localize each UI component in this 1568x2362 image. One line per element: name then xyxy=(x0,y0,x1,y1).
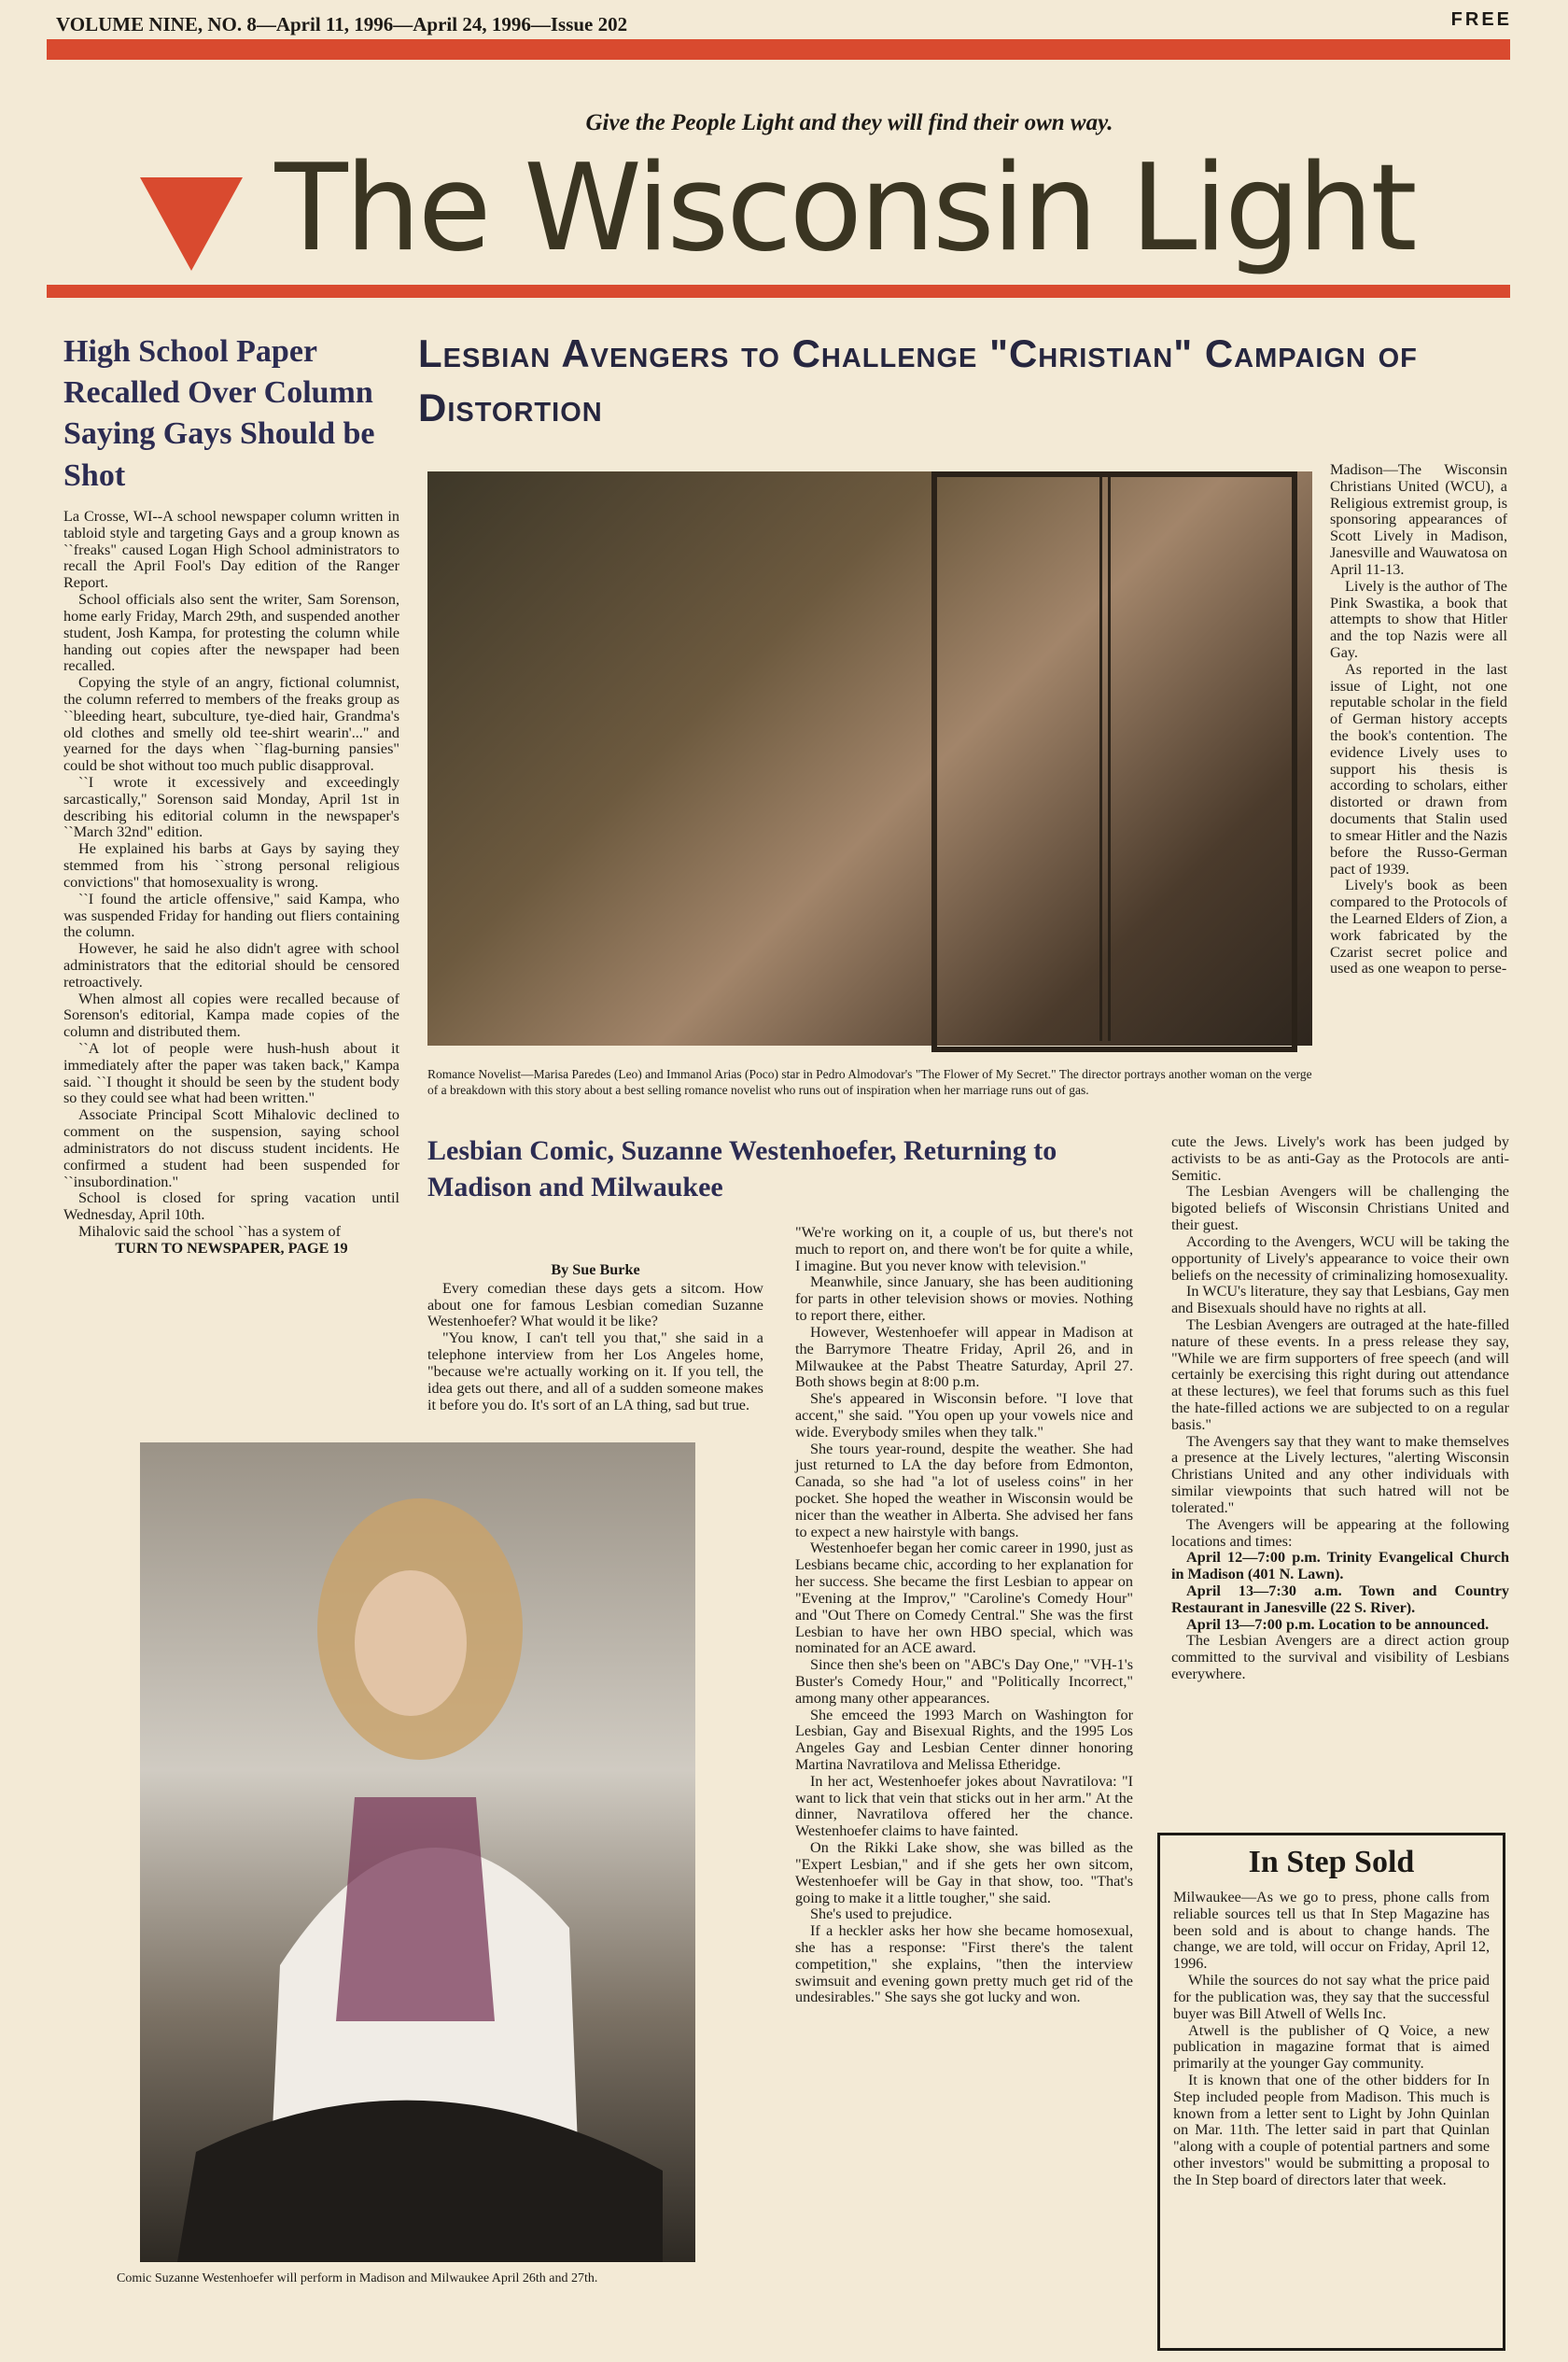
paragraph: Madison—The Wisconsin Christians United (WCU), a Religious extremist group, is sponsoring appearances of Scott Lively in Madison, Janesville and Wauwatosa on April 11-13. xyxy=(1330,461,1507,578)
paragraph: "You know, I can't tell you that," she said in a telephone interview from her Los Angeles home, "because we're actually working on it. If you tell, the idea gets out there, and all of a sudden someone makes it before you do. It's sort of an LA thing, sad but true. xyxy=(427,1329,763,1413)
paragraph: School is closed for spring vacation until Wednesday, April 10th. xyxy=(63,1189,399,1224)
paragraph: While the sources do not say what the price paid for the publication was, they say that the successful buyer was Bill Atwell of Wells Inc. xyxy=(1173,1972,1490,2022)
paragraph: Lively's book as been compared to the Protocols of the Learned Elders of Zion, a work fabricated by the Czarist secret police and used as one weapon to perse- xyxy=(1330,877,1507,977)
mirror-frame xyxy=(931,471,1297,1052)
paragraph: School officials also sent the writer, Sam Sorenson, home early Friday, March 29th, and suspended another student, Josh Kampa, for protesting the column while handing out copies after the newspaper had been recalled. xyxy=(63,591,399,675)
paragraph: She's appeared in Wisconsin before. "I love that accent," she said. "You open up your vowels nice and wide. Everybody smiles when they talk." xyxy=(795,1390,1133,1441)
in-step-sold-box xyxy=(1157,1833,1505,2351)
paragraph: In WCU's literature, they say that Lesbians, Gay men and Bisexuals should have no rights at all. xyxy=(1171,1283,1509,1317)
sidebar-body xyxy=(1173,1890,1490,2189)
event-listing: April 12—7:00 p.m. Trinity Evangelical Church in Madison (401 N. Lawn). xyxy=(1171,1549,1509,1583)
story2-headline: Lesbian Avengers to Challenge "Christian" Campaign of Distortion xyxy=(418,331,1418,429)
paragraph: Atwell is the publisher of Q Voice, a new publication in magazine format that is aimed primarily at the younger Gay community. xyxy=(1173,2021,1490,2073)
paragraph: ``I wrote it excessively and exceedingly sarcastically," Sorenson said Monday, April 1st in describing his editorial column in the newspaper's ``March 32nd" edition. xyxy=(63,774,399,841)
paragraph: It is known that one of the other bidders for In Step included people from Madison. This much is known from a letter sent to Light by John Quinlan on Mar. 11th. The letter said in part that Quinlan "along with a couple of potential partners and some other investors" would be submitting a proposal to the In Step board of directors later that week. xyxy=(1173,2071,1490,2188)
paragraph: Associate Principal Scott Mihalovic declined to comment on the suspension, saying school administrators do not discuss student incidents. He confirmed a student had been suspended for ``insubordination." xyxy=(63,1106,399,1190)
photo1-caption: Romance Novelist—Marisa Paredes (Leo) and Immanol Arias (Poco) star in Pedro Almodovar's "The Flower of My Secret." The director portrays another woman on the verge of a breakdown with this story about a best selling romance novelist who runs out of inspiration when her marriage runs out of gas. xyxy=(427,1067,1312,1097)
paragraph: The Lesbian Avengers will be challenging the bigoted beliefs of Wisconsin Christians United and their guest. xyxy=(1171,1183,1509,1234)
paragraph: According to the Avengers, WCU will be taking the opportunity of Lively's appearance to voice their own beliefs on the necessity of criminalizing homosexuality. xyxy=(1171,1232,1509,1284)
paragraph: However, he said he also didn't agree with school administrators that the editorial should be censored retroactively. xyxy=(63,940,399,991)
event-listing: April 13—7:00 p.m. Location to be announced. xyxy=(1186,1615,1490,1633)
paragraph: He explained his barbs at Gays by saying they stemmed from his ``strong personal religious convictions" that homosexuality is wrong. xyxy=(63,840,399,891)
paragraph: The Avengers will be appearing at the following locations and times: xyxy=(1171,1515,1509,1550)
paragraph: Every comedian these days gets a sitcom. How about one for famous Lesbian comedian Suzanne Westenhoefer? What would it be like? xyxy=(427,1279,763,1330)
paragraph: If a heckler asks her how she became homosexual, she has a response: "First there's the talent competition," she explains, "then the interview swimsuit and evening gown pretty much get rid of the undesirables." She says she got lucky and won. xyxy=(795,1922,1133,2006)
tagline: Give the People Light and they will find their own way. xyxy=(585,110,1113,135)
price-label: FREE xyxy=(1450,9,1512,30)
story2-narrow-column xyxy=(1330,462,1507,977)
story3-column-b xyxy=(795,1225,1133,2006)
masthead-red-bar xyxy=(47,285,1510,298)
paragraph: When almost all copies were recalled because of Sorenson's editorial, Kampa made copies of the column and distributed them. xyxy=(63,990,399,1041)
paragraph: As reported in the last issue of Light, not one reputable scholar in the field of German history accepts the book's contention. The evidence Lively uses to support his thesis is according to scholars, either distorted or drawn from documents that Stalin used to smear Hitler and the Nazis before the Russo-German pact of 1939. xyxy=(1330,660,1507,878)
masthead: The Wisconsin Light xyxy=(274,139,1415,278)
comedian-photo xyxy=(140,1442,695,2262)
story1-body xyxy=(63,509,399,1258)
paragraph: Lively is the author of The Pink Swastika, a book that attempts to show that Hitler and the top Nazis were all Gay. xyxy=(1330,577,1507,661)
paragraph: Since then she's been on "ABC's Day One," "VH-1's Buster's Comedy Hour," and "Politically Incorrect," among many other appearances. xyxy=(795,1656,1133,1707)
paragraph: She tours year-round, despite the weather. She had just returned to LA the day before from Edmonton, Canada, so she had "a lot of useless coins" in her pocket. She hoped the weather in Wisconsin would be nicer than the weather in Alberta. She advised her fans to expect a new hairstyle with bangs. xyxy=(795,1440,1133,1540)
paragraph: Mihalovic said the school ``has a system of xyxy=(78,1222,341,1240)
story2-wide-column xyxy=(1171,1134,1509,1683)
paragraph: The Lesbian Avengers are outraged at the hate-filled nature of these events. In a press release they say, "While we are firm supporters of free speech (and will certainly be exercising this right during out attendance at these lectures), we feel that forums such as this fuel the hate-filled actions we are subjected to on a regular basis." xyxy=(1171,1315,1509,1433)
paragraph: Westenhoefer began her comic career in 1990, just as Lesbians became chic, according to her explanation for her success. She became the first Lesbian to appear on "Evening at the Improv," "Caroline's Comedy Hour" and "Out There on Comedy Central." She was the first Lesbian to have her own HBO special, which was nominated for an ACE award. xyxy=(795,1540,1133,1657)
paragraph: The Avengers say that they want to make themselves a presence at the Lively lectures, "alerting Wisconsin Christians United and any other individuals with similar viewpoints that such hatred will not be tolerated." xyxy=(1171,1432,1509,1516)
comedian-photo-sketch xyxy=(140,1442,695,2262)
paragraph: ``I found the article offensive," said Kampa, who was suspended Friday for handing out fliers containing the column. xyxy=(63,890,399,941)
paragraph: Meanwhile, since January, she has been auditioning for parts in other television shows or movies. Nothing to report there, either. xyxy=(795,1273,1133,1325)
story3-column-a xyxy=(427,1262,763,1413)
paragraph: cute the Jews. Lively's work has been judged by activists to be as anti-Gay as the Protocols are anti-Semitic. xyxy=(1171,1133,1509,1184)
story1-jump-link[interactable]: TURN TO NEWSPAPER, PAGE 19 xyxy=(115,1239,348,1257)
byline: By Sue Burke xyxy=(551,1261,640,1278)
paragraph: La Crosse, WI--A school newspaper column written in tabloid style and targeting Gays and a group known as ``freaks" caused Logan High School administrators to recall the April Fool's Day edition of the Ranger Report. xyxy=(63,508,399,592)
paragraph: "We're working on it, a couple of us, but there's not much to report on, and there won't be for quite a while, I imagine. But you never know with television." xyxy=(795,1224,1133,1274)
paragraph: However, Westenhoefer will appear in Madison at the Barrymore Theatre Friday, April 26, and in Milwaukee at the Pabst Theatre Saturday, April 27. Both shows begin at 8:00 p.m. xyxy=(795,1323,1133,1391)
story3-headline: Lesbian Comic, Suzanne Westenhoefer, Returning to Madison and Milwaukee xyxy=(427,1135,1057,1202)
paragraph: ``A lot of people were hush-hush about it immediately after the paper was taken back," Kampa said. ``I thought it should be seen by the student body so they could see what had been written." xyxy=(63,1040,399,1107)
paragraph: The Lesbian Avengers are a direct action group committed to the survival and visibility of Lesbians everywhere. xyxy=(1171,1632,1509,1682)
paragraph: Copying the style of an angry, fictional columnist, the column referred to members of the freaks group as ``bleeding heart, subculture, tye-died hair, Grandma's old clothes and smelly old tee-shirt wearin'..." and yearned for the days when ``flag-burning pansies" could be shot without too much public disapproval. xyxy=(63,674,399,775)
issue-line: VOLUME NINE, NO. 8—April 11, 1996—April 24, 1996—Issue 202 xyxy=(56,13,628,35)
romance-novelist-photo xyxy=(427,471,1312,1046)
sidebar-title: In Step Sold xyxy=(1248,1845,1415,1879)
paragraph: On the Rikki Lake show, she was billed as the "Expert Lesbian," and if she gets her own sitcom, Westenhoefer will be Gay in that show, too. "That's going to make it a little tougher," she said. xyxy=(795,1839,1133,1906)
photo2-caption: Comic Suzanne Westenhoefer will perform in Madison and Milwaukee April 26th and 27th. xyxy=(117,2271,598,2285)
paragraph: She emceed the 1993 March on Washington for Lesbian, Gay and Bisexual Rights, and the 1995 Los Angeles Gay and Lesbian Center dinner honoring Martina Navratilova and Melissa Etheridge. xyxy=(795,1706,1133,1773)
paragraph: In her act, Westenhoefer jokes about Navratilova: "I want to lick that vein that sticks out in her arm." At the dinner, Navratilova offered her the chance. Westenhoefer claims to have fainted. xyxy=(795,1772,1133,1840)
paragraph: She's used to prejudice. xyxy=(810,1905,953,1923)
event-listing: April 13—7:30 a.m. Town and Country Restaurant in Janesville (22 S. River). xyxy=(1171,1582,1509,1616)
top-red-bar xyxy=(47,39,1510,60)
paragraph: Milwaukee—As we go to press, phone calls from reliable sources tell us that In Step Magazine has been sold and is about to change hands. The change, we are told, will occur on Friday, April 12, 1996. xyxy=(1173,1889,1490,1973)
story1-headline: High School Paper Recalled Over Column Saying Gays Should be Shot xyxy=(63,334,375,493)
mirror-divider xyxy=(1099,471,1111,1041)
